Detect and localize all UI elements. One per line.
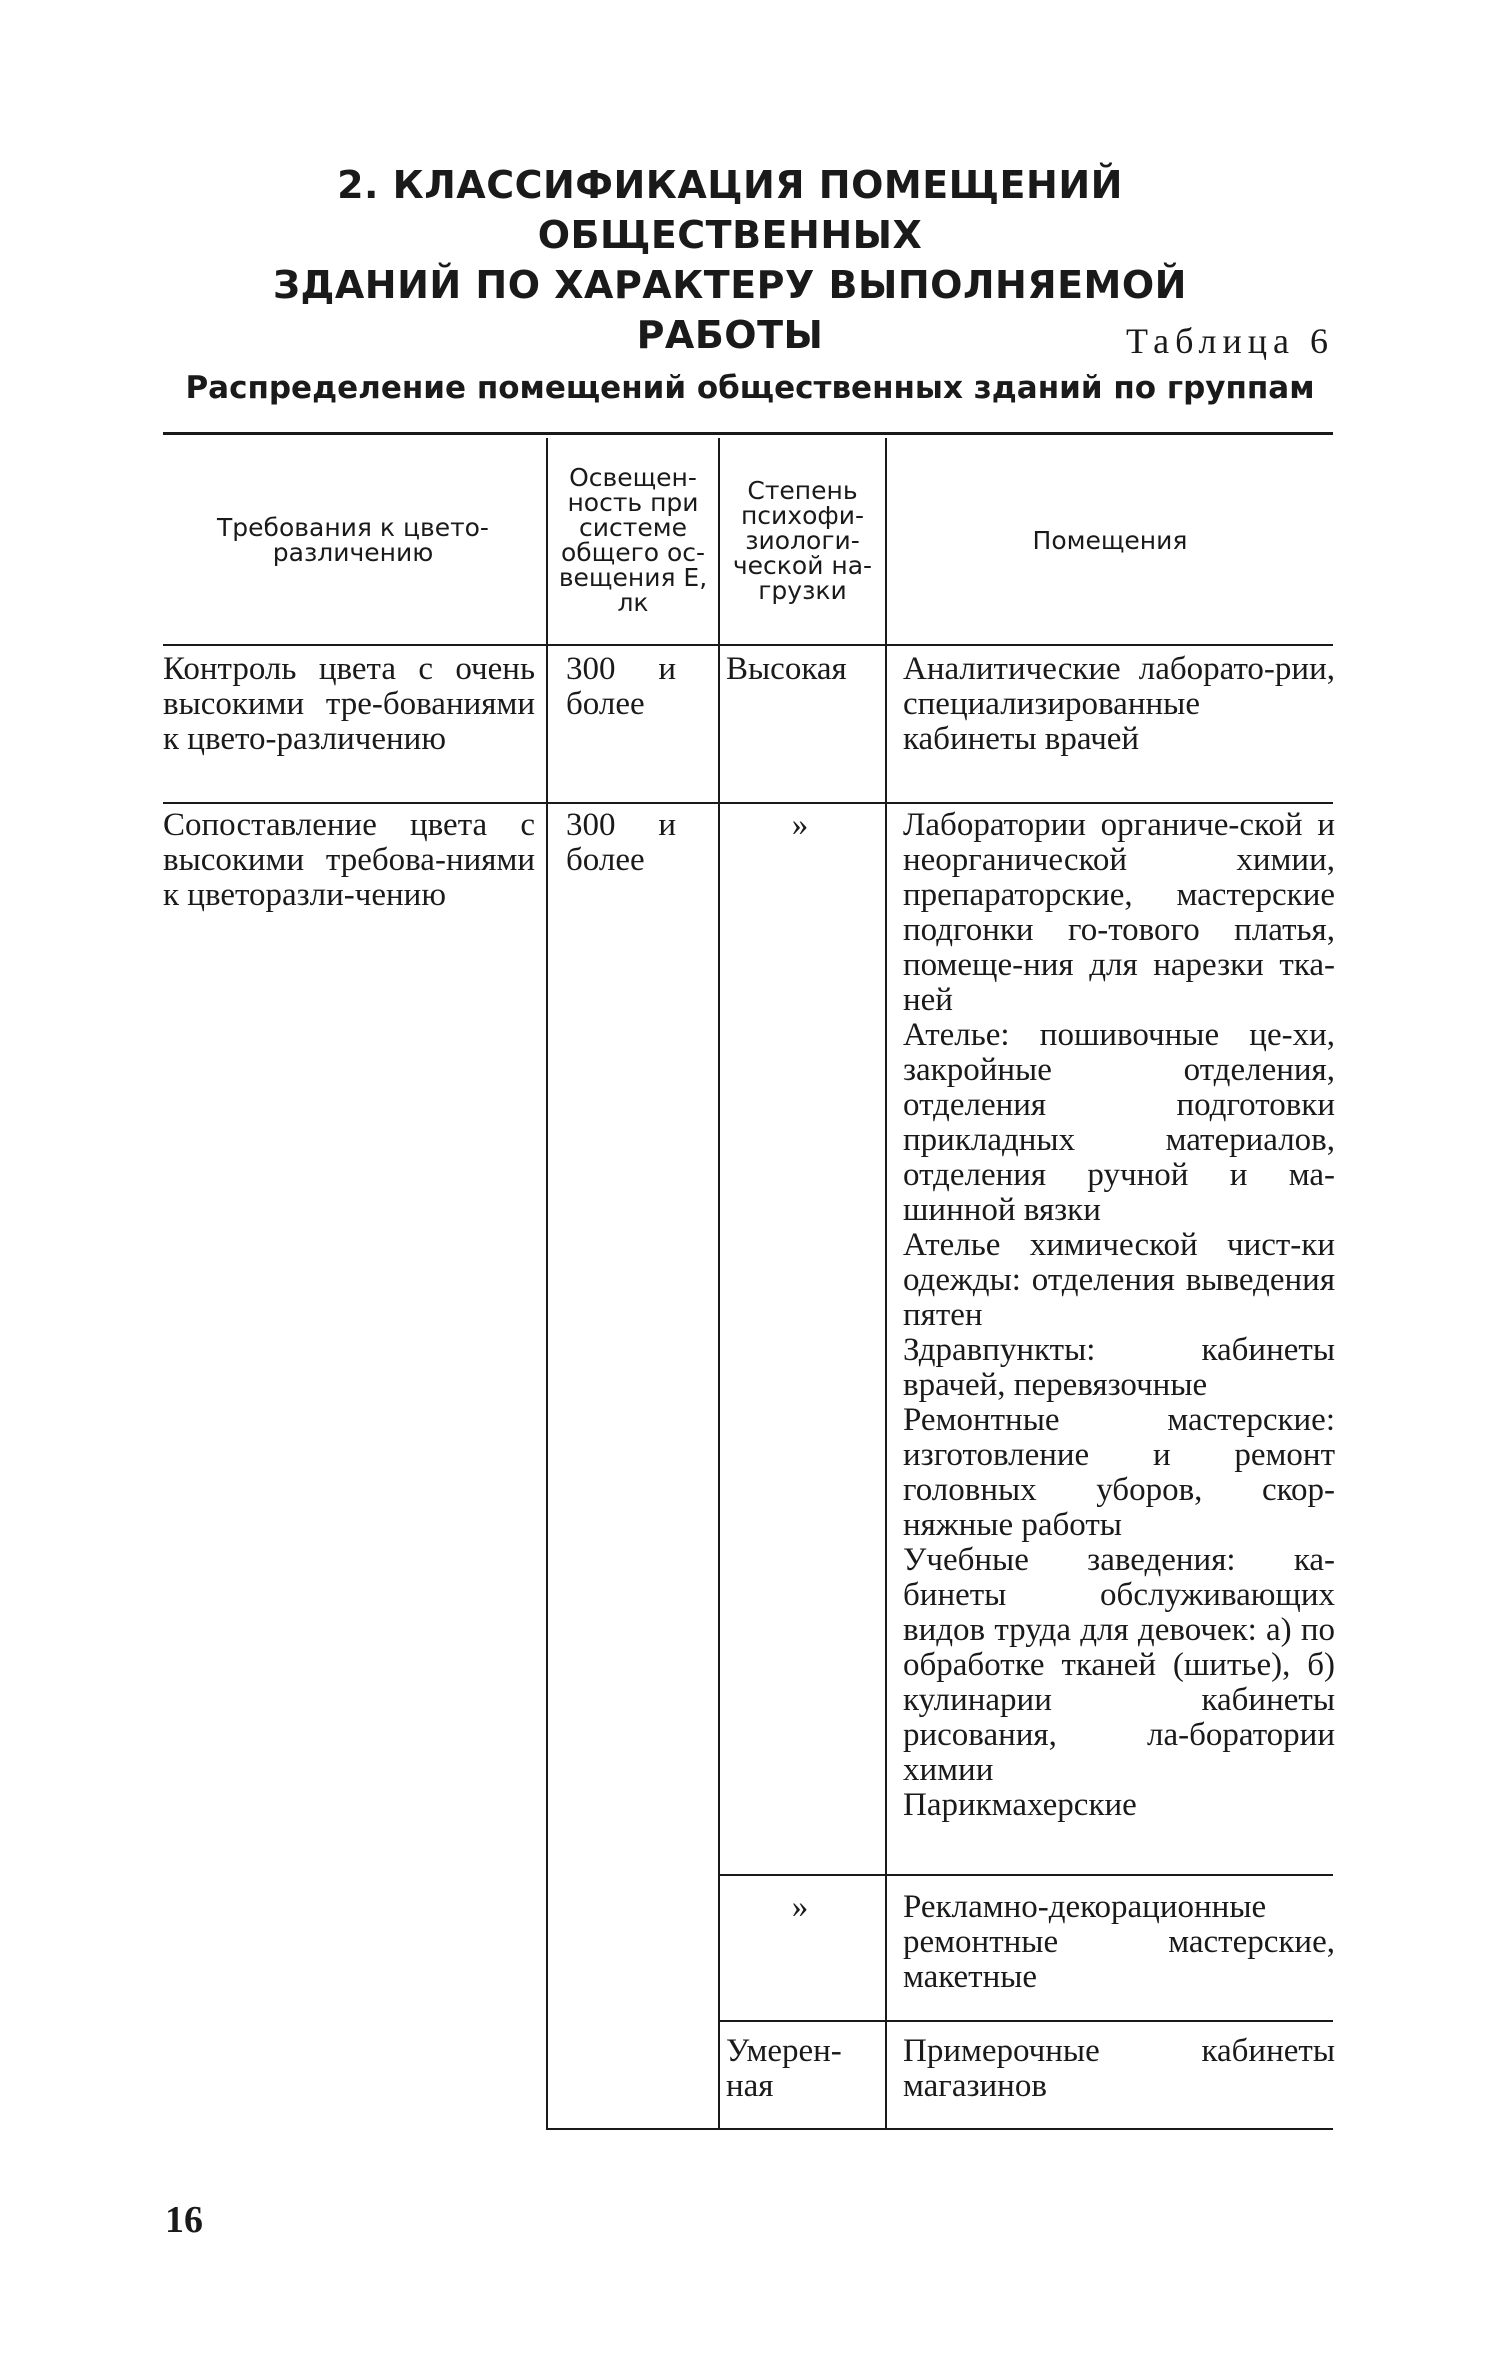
row1-illuminance: 300 и более — [566, 651, 676, 722]
heading-line-1: 2. КЛАССИФИКАЦИЯ ПОМЕЩЕНИЙ ОБЩЕСТВЕННЫХ — [337, 163, 1123, 257]
header-rooms: Помещения — [1032, 525, 1188, 555]
row2-rooms — [903, 808, 1335, 1823]
table-caption: Распределение помещений общественных зданий по группам — [185, 370, 1315, 406]
heading-line-2: ЗДАНИЙ ПО ХАРАКТЕРУ ВЫПОЛНЯЕМОЙ — [273, 263, 1187, 307]
row3-rooms: Рекламно-декорационные ремонтные мастерские, макетные — [903, 1889, 1335, 1995]
rooms-paragraph: Ремонтные мастерские: изготовление и ремонт головных уборов, скор-няжные работы — [903, 1402, 1335, 1543]
rooms-paragraph: Ателье химической чист-ки одежды: отделения выведения пятен — [903, 1227, 1335, 1333]
table-bottom-rule — [548, 2128, 1333, 2130]
rooms-paragraph: Здравпункты: кабинеты врачей, перевязочные — [903, 1332, 1335, 1403]
rooms-paragraph: Ателье: пошивочные це-хи, закройные отделения, отделения подготовки прикладных материалов, отделения ручной и ма-шинной вязки — [903, 1017, 1335, 1228]
row3-top-rule — [720, 1874, 1333, 1876]
row2-illuminance: 300 и более — [566, 807, 676, 878]
header-bottom-rule — [163, 644, 1333, 646]
row1-load: Высокая — [726, 651, 847, 687]
header-illuminance: Освещен-ность при системе общего ос-вещения Е, лк — [558, 463, 708, 617]
rooms-paragraph: Парикмахерские — [903, 1787, 1137, 1823]
col1-divider — [546, 438, 548, 2130]
row2-load: » — [791, 807, 809, 843]
row1-rooms: Аналитические лаборато-рии, специализированные кабинеты врачей — [903, 651, 1335, 757]
rooms-paragraph: Учебные заведения: ка-бинеты обслуживающих видов труда для девочек: а) по обработке тканей (шитье), б) кулинарии кабинеты рисования, ла-боратории химии — [903, 1542, 1335, 1788]
page-number: 16 — [165, 2199, 203, 2241]
row4-rooms: Примерочные кабинеты магазинов — [903, 2033, 1335, 2104]
header-psych-load: Степень психофи-зиологи-ческой на-грузки — [732, 475, 873, 605]
rooms-paragraph: Лаборатории органиче-ской и неорганической химии, препараторские, мастерские подгонки го-тового платья, помеще-ния для нарезки тка-ней — [903, 807, 1335, 1018]
row4-top-rule — [720, 2020, 1333, 2022]
row4-load: Умерен-ная — [726, 2033, 842, 2104]
col2-divider — [718, 438, 720, 2130]
section-heading — [200, 160, 1260, 360]
table-number: Таблица 6 — [1126, 321, 1334, 361]
row3-load: » — [791, 1889, 809, 1925]
row1-requirement: Контроль цвета с очень высокими тре-бованиями к цвето-различению — [163, 651, 535, 757]
row1-bottom-rule — [163, 802, 1333, 804]
col3-divider — [885, 438, 887, 2130]
heading-line-3: РАБОТЫ — [636, 313, 824, 357]
table-top-rule — [163, 432, 1333, 435]
row2-requirement: Сопоставление цвета с высокими требова-ниями к цветоразли-чению — [163, 807, 535, 913]
header-color-requirements: Требования к цвето-различению — [217, 513, 489, 567]
